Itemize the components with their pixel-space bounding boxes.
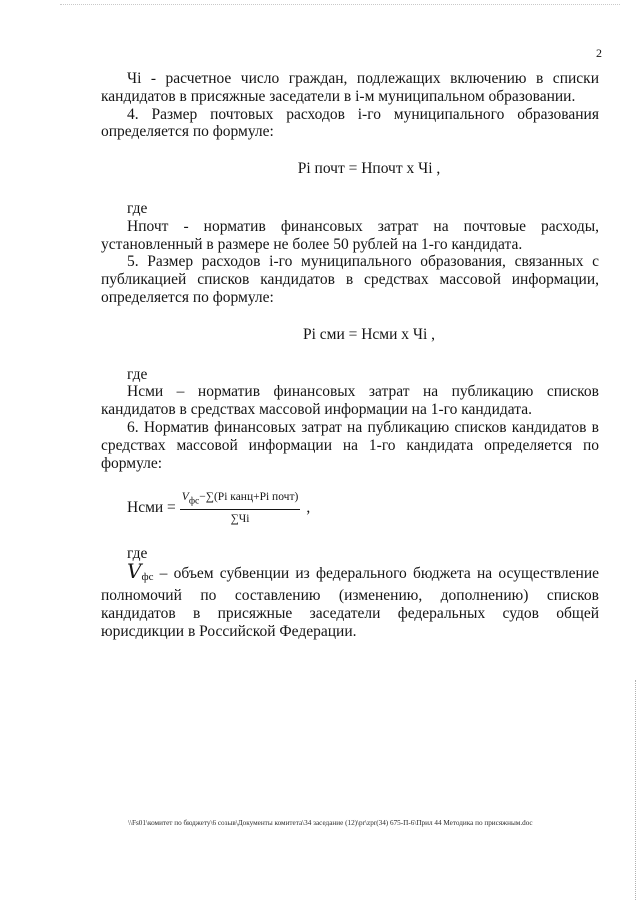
scan-margin-marks [635, 680, 638, 900]
paragraph-npocht-definition: Нпочт - норматив финансовых затрат на почтовые расходы, установленный в размере не более 50 рублей на 1-го кандидата. [101, 217, 599, 253]
numerator-v-sub: фс [188, 495, 200, 507]
numerator-v: V [181, 491, 189, 504]
paragraph-chi-definition: Чi - расчетное число граждан, подлежащих включению в списки кандидатов в присяжные заседатели в i-м муниципальном образовании. [101, 70, 599, 105]
numerator-rest: −∑(Pi канц+Pi почт) [199, 491, 299, 504]
page-number: 2 [596, 46, 602, 60]
formula-media: Рi сми = Нсми х Чi , [302, 325, 436, 343]
file-path-footer: \\Fs01\комитет по бюджету\6 созыв\Документы комитета\34 заседание (12)\pr\zpr(34) 675-П-6\Прил 44 Методика по присяжным.doc [128, 819, 533, 827]
paragraph-nsmi-definition: Нсми – норматив финансовых затрат на публикацию списков кандидатов в средствах массовой информации на 1-го кандидата. [101, 383, 599, 419]
where-label: где [127, 365, 148, 383]
formula-fraction [180, 490, 301, 526]
formula-comma: , [306, 499, 311, 517]
scan-artifact [60, 4, 620, 8]
paragraph-nsmi-formula-intro: 6. Норматив финансовых затрат на публикацию списков кандидатов в средствах массовой информации на 1-го кандидата определяется по формуле: [101, 418, 599, 472]
paragraph-postal-expenses: 4. Размер почтовых расходов i-го муниципального образования определяется по формуле: [101, 105, 599, 141]
where-label: где [127, 545, 148, 563]
formula-nsmi [127, 485, 599, 531]
fraction-denominator: ∑Чi [230, 513, 250, 526]
formula-postal: Рi почт = Нпочт х Чi , [297, 160, 441, 178]
formula-nsmi-label: Нсми = [127, 499, 176, 517]
paragraph-media-expenses: 5. Размер расходов i-го муниципального образования, связанных с публикацией списков кандидатов в средствах массовой информации, определяется по формуле: [101, 253, 599, 306]
paragraph-vfs-definition [101, 559, 599, 640]
vfs-definition-text: – объем субвенции из федерального бюджета на осуществление полномочий по составлению (изменению, дополнению) списков кандидатов в присяжные заседатели федеральных судов общей юрисдикции в Российской Федерации. [101, 565, 599, 640]
vfs-symbol: V [127, 559, 142, 584]
document-body [101, 70, 599, 640]
where-label: где [127, 199, 148, 217]
fraction-numerator [180, 490, 301, 509]
vfs-subscript: фс [141, 571, 154, 584]
